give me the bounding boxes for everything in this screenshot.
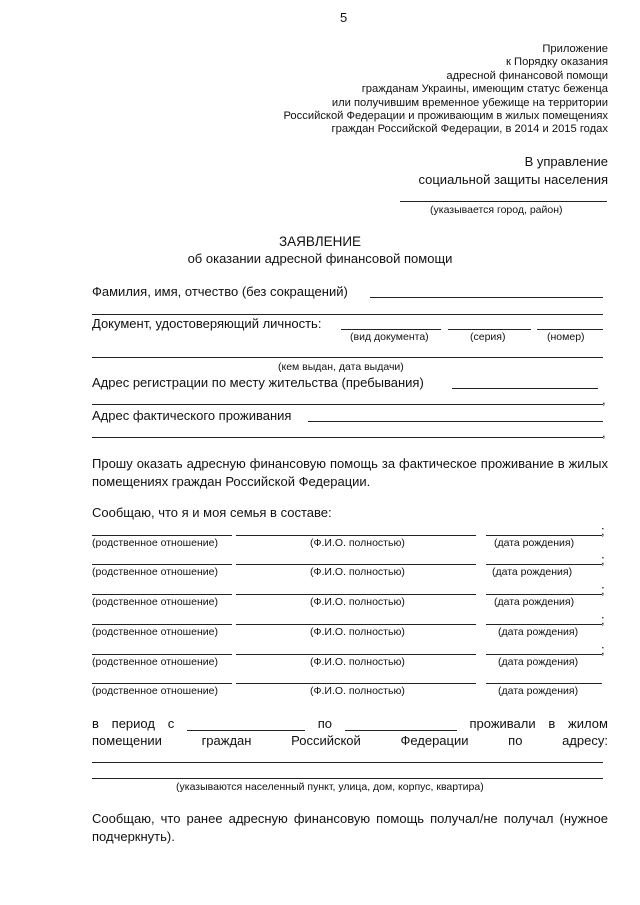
period-word: с: [167, 716, 175, 731]
registration-label: Адрес регистрации по месту жительства (пребывания): [92, 375, 424, 390]
relation-hint: (родственное отношение): [92, 626, 218, 638]
appendix-line: гражданам Украины, имеющим статус беженца: [361, 83, 608, 96]
doc-series-hint: (серия): [470, 331, 506, 343]
doc-issued-hint: (кем выдан, дата выдачи): [278, 361, 404, 373]
birth-date-field[interactable]: [486, 624, 602, 625]
fio-member-hint: (Ф.И.О. полностью): [310, 566, 405, 578]
addressee-city-field[interactable]: [400, 201, 607, 202]
prior-aid-text: Сообщаю, что ранее адресную финансовую помощь получал/не получал (нужное подчеркнуть).: [92, 811, 608, 844]
fio-member-hint: (Ф.И.О. полностью): [310, 656, 405, 668]
addressee-hint: (указывается город, район): [430, 204, 563, 216]
period-word: период: [111, 716, 155, 731]
relation-field[interactable]: [92, 535, 232, 536]
fio-member-field[interactable]: [236, 564, 476, 565]
addressee-line1: В управление: [524, 154, 608, 169]
fio-member-hint: (Ф.И.О. полностью): [310, 537, 405, 549]
period-word: проживали: [469, 716, 536, 731]
fio-member-hint: (Ф.И.О. полностью): [310, 685, 405, 697]
appendix-header: [283, 43, 608, 137]
row-end-mark: ;: [601, 612, 605, 627]
page-number: 5: [340, 10, 348, 25]
birth-date-field[interactable]: [486, 535, 602, 536]
relation-field[interactable]: [92, 594, 232, 595]
fio-member-field[interactable]: [236, 654, 476, 655]
registration-field-continued[interactable]: [92, 404, 603, 405]
birth-date-field[interactable]: [486, 654, 602, 655]
row-end-mark: ;: [601, 552, 605, 567]
birth-date-field[interactable]: [486, 594, 602, 595]
fio-field[interactable]: [370, 297, 603, 298]
doc-issued-field[interactable]: [92, 357, 603, 358]
relation-hint: (родственное отношение): [92, 537, 218, 549]
period-word: в: [92, 716, 99, 731]
relation-field[interactable]: [92, 624, 232, 625]
fio-member-field[interactable]: [236, 683, 476, 684]
fio-label: Фамилия, имя, отчество (без сокращений): [92, 284, 348, 299]
row-end-mark: ;: [601, 642, 605, 657]
registration-end-mark: ,: [602, 392, 606, 407]
fio-member-field[interactable]: [236, 594, 476, 595]
request-text: Прошу оказать адресную финансовую помощь за фактическое проживание в жилых помещениях граждан Российской Федерации.: [92, 456, 608, 489]
registration-field[interactable]: [452, 388, 598, 389]
birth-date-hint: (дата рождения): [498, 685, 579, 697]
document-title: ЗАЯВЛЕНИЕ: [278, 234, 362, 249]
relation-hint: (родственное отношение): [92, 656, 218, 668]
appendix-line: граждан Российской Федерации, в 2014 и 2015 годах: [331, 123, 608, 136]
fio-field-continued[interactable]: [92, 314, 603, 315]
actual-address-end-mark: ,: [602, 425, 606, 440]
period-word: по: [508, 733, 523, 748]
document-label: Документ, удостоверяющий личность:: [92, 316, 322, 331]
birth-date-hint: (дата рождения): [498, 626, 579, 638]
birth-date-hint: (дата рождения): [494, 596, 575, 608]
relation-hint: (родственное отношение): [92, 566, 218, 578]
family-intro: Сообщаю, что я и моя семья в составе:: [92, 505, 332, 520]
actual-address-label: Адрес фактического проживания: [92, 408, 292, 423]
period-address-field-continued[interactable]: [92, 778, 603, 779]
period-from-field[interactable]: [187, 717, 305, 731]
period-line: [92, 716, 608, 731]
birth-date-field[interactable]: [486, 564, 602, 565]
relation-hint: (родственное отношение): [92, 596, 218, 608]
row-end-mark: ;: [601, 523, 605, 538]
relation-hint: (родственное отношение): [92, 685, 218, 697]
appendix-line: адресной финансовой помощи: [446, 69, 608, 82]
relation-field[interactable]: [92, 683, 232, 684]
addressee-line2: социальной защиты населения: [418, 172, 608, 187]
doc-series-field[interactable]: [448, 329, 531, 330]
period-word: в: [548, 716, 556, 731]
appendix-line: Приложение: [542, 43, 608, 55]
fio-member-field[interactable]: [236, 624, 476, 625]
birth-date-hint: (дата рождения): [494, 537, 575, 549]
period-address-hint: (указываются населенный пункт, улица, дом, корпус, квартира): [176, 781, 484, 793]
period-word: адресу:: [562, 733, 608, 748]
appendix-line: Российской Федерации и проживающим в жилых помещениях: [283, 110, 608, 123]
period-address-field[interactable]: [92, 762, 603, 763]
doc-number-field[interactable]: [537, 329, 603, 330]
period-word: помещении: [92, 733, 162, 748]
relation-field[interactable]: [92, 564, 232, 565]
actual-address-field[interactable]: [308, 421, 603, 422]
relation-field[interactable]: [92, 654, 232, 655]
actual-address-field-continued[interactable]: [92, 437, 603, 438]
row-end-mark: ;: [601, 582, 605, 597]
period-word: Российской: [291, 733, 361, 748]
period-word: Федерации: [400, 733, 469, 748]
birth-date-hint: (дата рождения): [498, 656, 579, 668]
period-to-field[interactable]: [345, 717, 457, 731]
appendix-line: к Порядку оказания: [506, 56, 608, 69]
period-word: граждан: [201, 733, 252, 748]
period-word: по: [317, 716, 332, 731]
birth-date-hint: (дата рождения): [492, 566, 573, 578]
doc-type-field[interactable]: [341, 329, 441, 330]
period-word: жилом: [568, 716, 608, 731]
period-line-2: [92, 733, 608, 748]
document-subtitle: об оказании адресной финансовой помощи: [187, 251, 453, 266]
doc-type-hint: (вид документа): [350, 331, 429, 343]
doc-number-hint: (номер): [547, 331, 585, 343]
birth-date-field[interactable]: [486, 683, 602, 684]
fio-member-field[interactable]: [236, 535, 476, 536]
appendix-line: или получившим временное убежище на территории: [331, 96, 608, 109]
fio-member-hint: (Ф.И.О. полностью): [310, 596, 405, 608]
fio-member-hint: (Ф.И.О. полностью): [310, 626, 405, 638]
